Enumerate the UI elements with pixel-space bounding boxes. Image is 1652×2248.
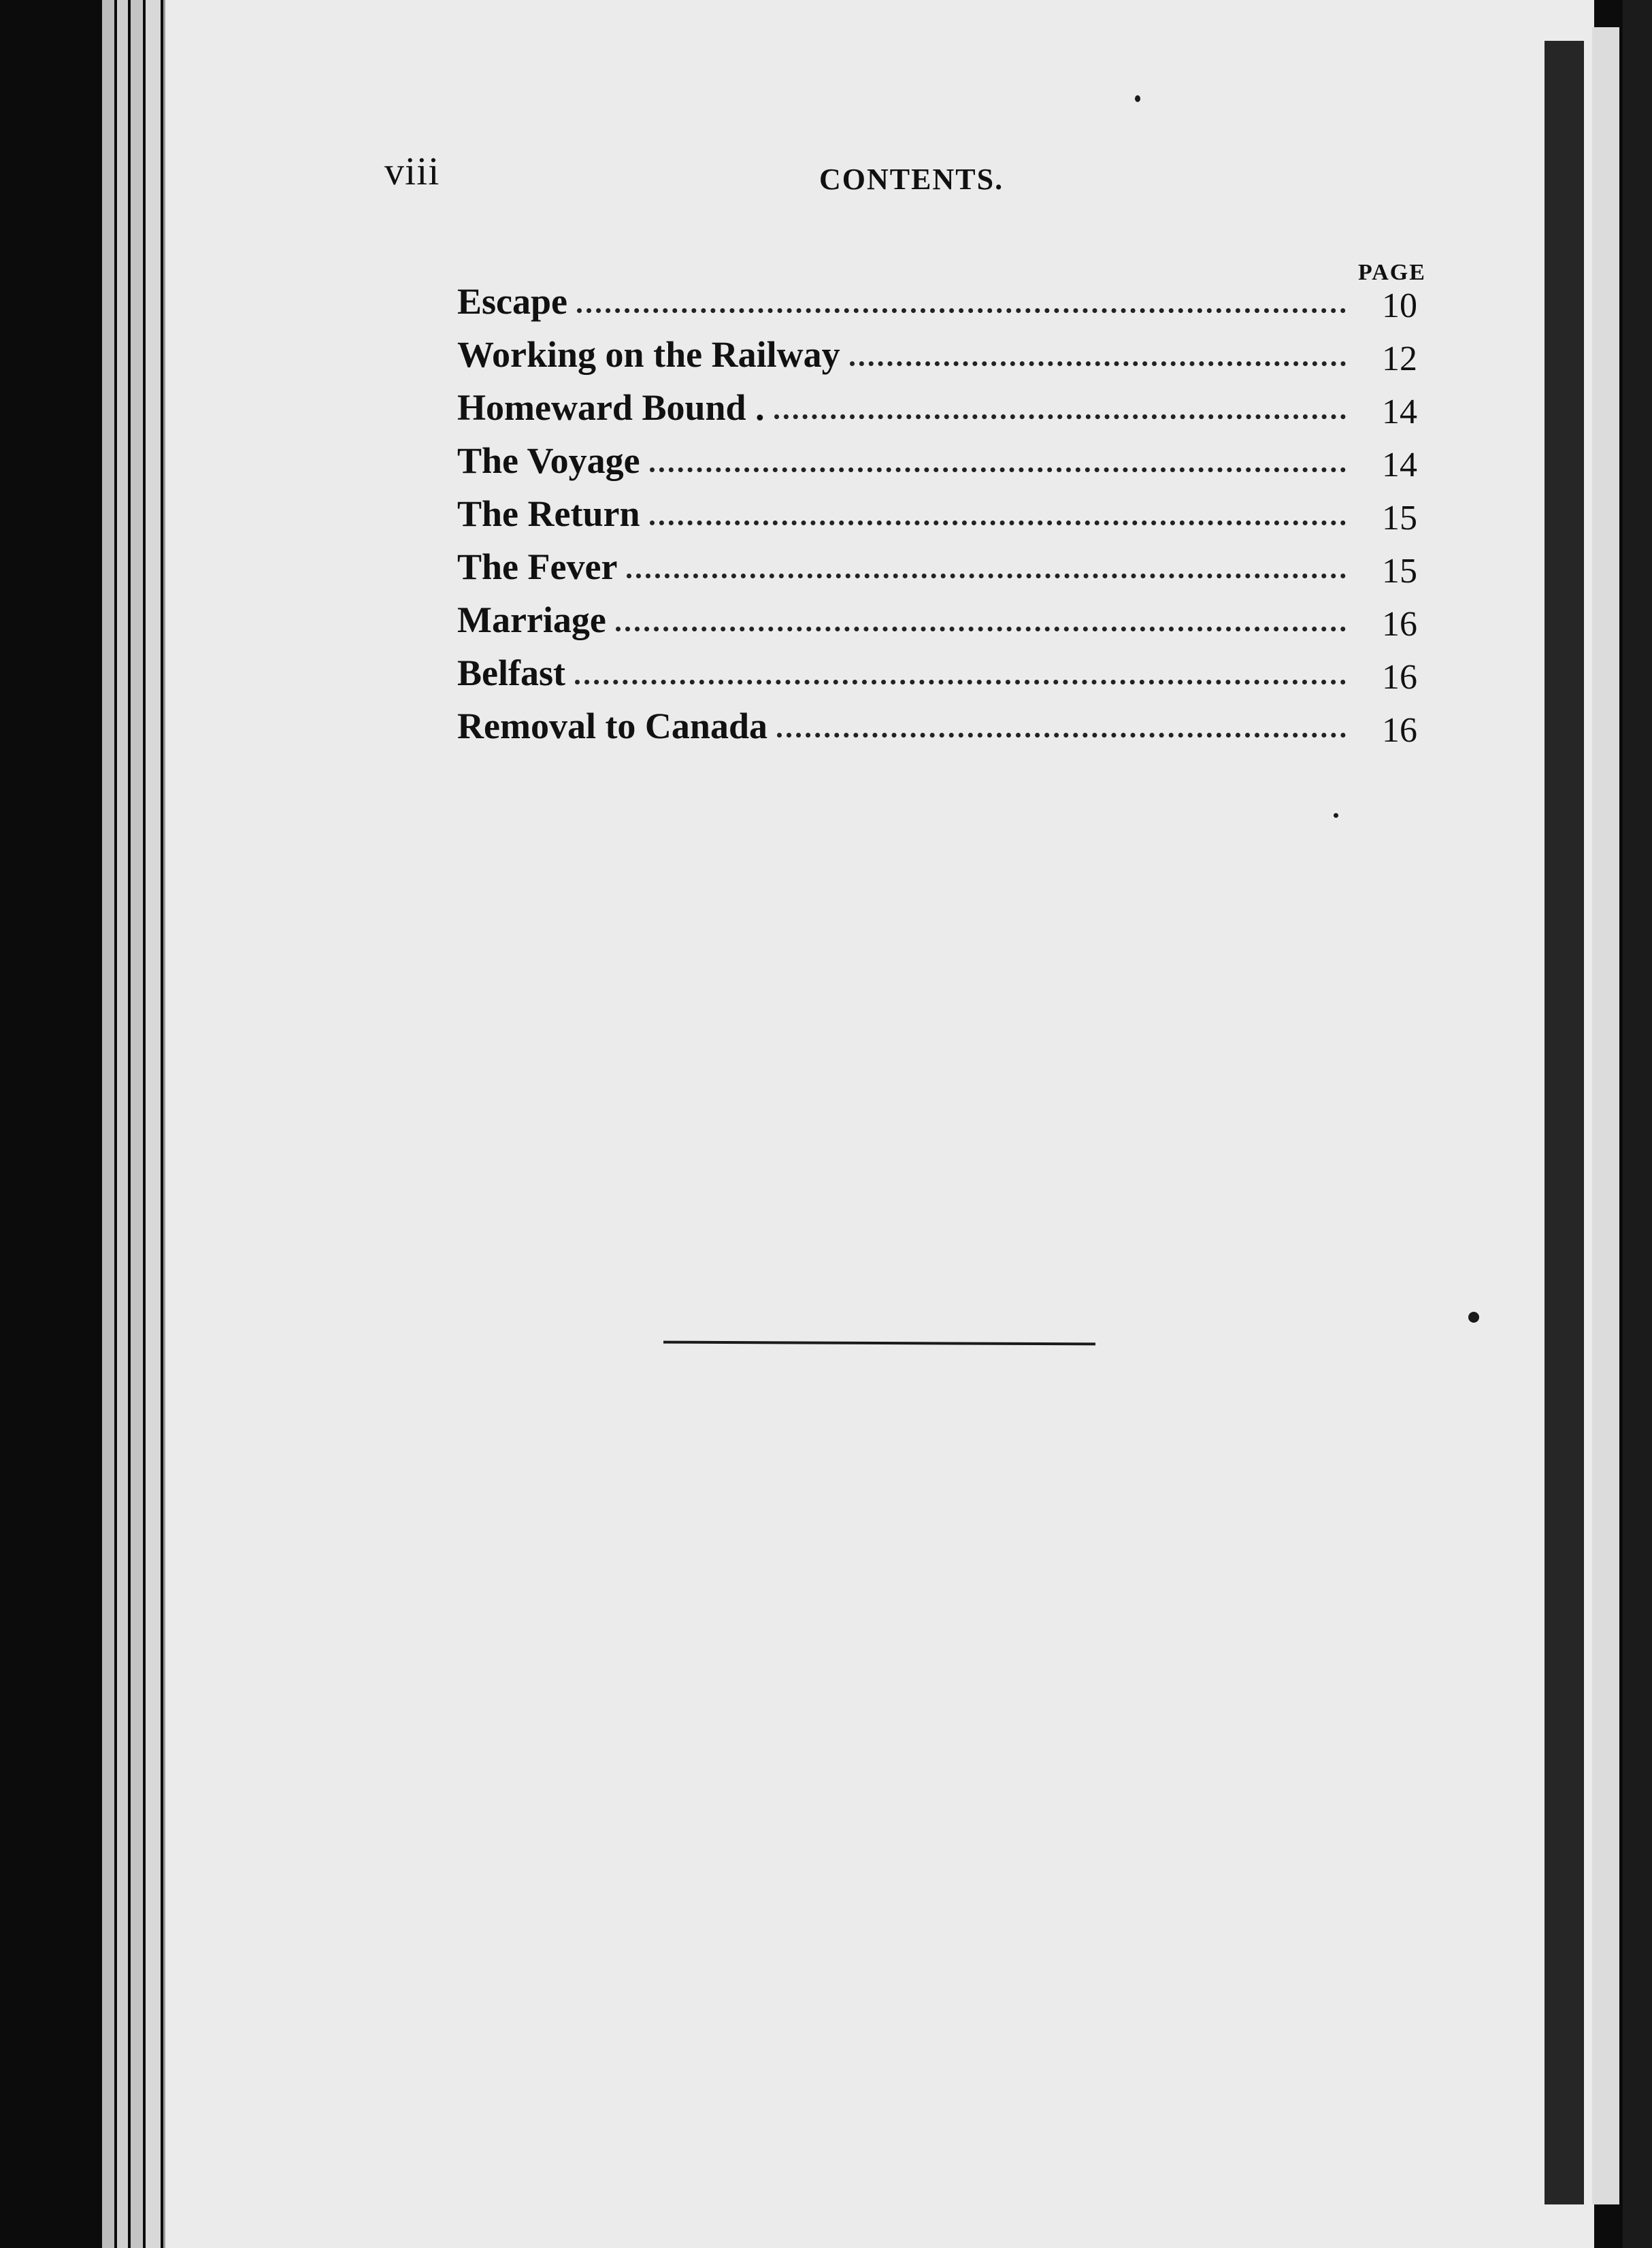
- table-of-contents: [457, 267, 1423, 750]
- page-number: viii: [384, 149, 440, 193]
- page-edge: [117, 0, 128, 2248]
- toc-entry-page: 16: [1382, 711, 1417, 750]
- toc-entry-page: 10: [1382, 286, 1417, 325]
- toc-entry-title: The Voyage: [457, 440, 640, 481]
- toc-entry-title: Belfast: [457, 652, 565, 693]
- page-edge: [131, 0, 143, 2248]
- page-column-label: PAGE: [1358, 260, 1426, 285]
- toc-entry: [457, 532, 1423, 591]
- toc-entry: [457, 479, 1423, 538]
- ink-speck: [1468, 1312, 1479, 1323]
- toc-entry: [457, 373, 1423, 431]
- facing-page-edge: [1592, 27, 1619, 2204]
- toc-entry-page: 16: [1382, 658, 1417, 697]
- toc-entry-page: 16: [1382, 605, 1417, 644]
- toc-entry: [457, 267, 1423, 325]
- toc-entry-page: 14: [1382, 393, 1417, 431]
- binding-strip: [1623, 0, 1652, 2248]
- toc-entry-page: 12: [1382, 340, 1417, 378]
- dot-leader: [577, 308, 1346, 313]
- toc-entry-title: Marriage: [457, 599, 606, 640]
- toc-entry: [457, 638, 1423, 697]
- toc-entry: [457, 426, 1423, 484]
- dot-leader: [616, 627, 1346, 631]
- dot-leader: [774, 414, 1346, 419]
- toc-entry-title: The Return: [457, 493, 640, 534]
- toc-entry-title: Homeward Bound .: [457, 387, 765, 428]
- toc-entry-title: Escape: [457, 281, 567, 322]
- toc-entry: [457, 585, 1423, 644]
- dot-leader: [650, 520, 1347, 525]
- dot-leader: [650, 467, 1346, 472]
- toc-entry-title: Working on the Railway: [457, 334, 840, 375]
- page-edge: [146, 0, 161, 2248]
- toc-entry: [457, 320, 1423, 378]
- ink-speck: [1334, 813, 1338, 818]
- dot-leader: [850, 361, 1346, 366]
- running-head: CONTENTS.: [819, 163, 1004, 196]
- dot-leader: [575, 680, 1346, 684]
- toc-entry-page: 15: [1382, 499, 1417, 538]
- dot-leader: [777, 733, 1346, 738]
- toc-entry-title: The Fever: [457, 546, 618, 587]
- binding-shadow: [1544, 41, 1584, 2204]
- ink-speck: [1135, 95, 1140, 102]
- page-edge: [102, 0, 114, 2248]
- toc-entry: [457, 691, 1423, 750]
- dot-leader: [627, 574, 1346, 578]
- toc-entry-title: Removal to Canada: [457, 706, 767, 746]
- toc-entry-page: 15: [1382, 552, 1417, 591]
- toc-entry-page: 14: [1382, 446, 1417, 484]
